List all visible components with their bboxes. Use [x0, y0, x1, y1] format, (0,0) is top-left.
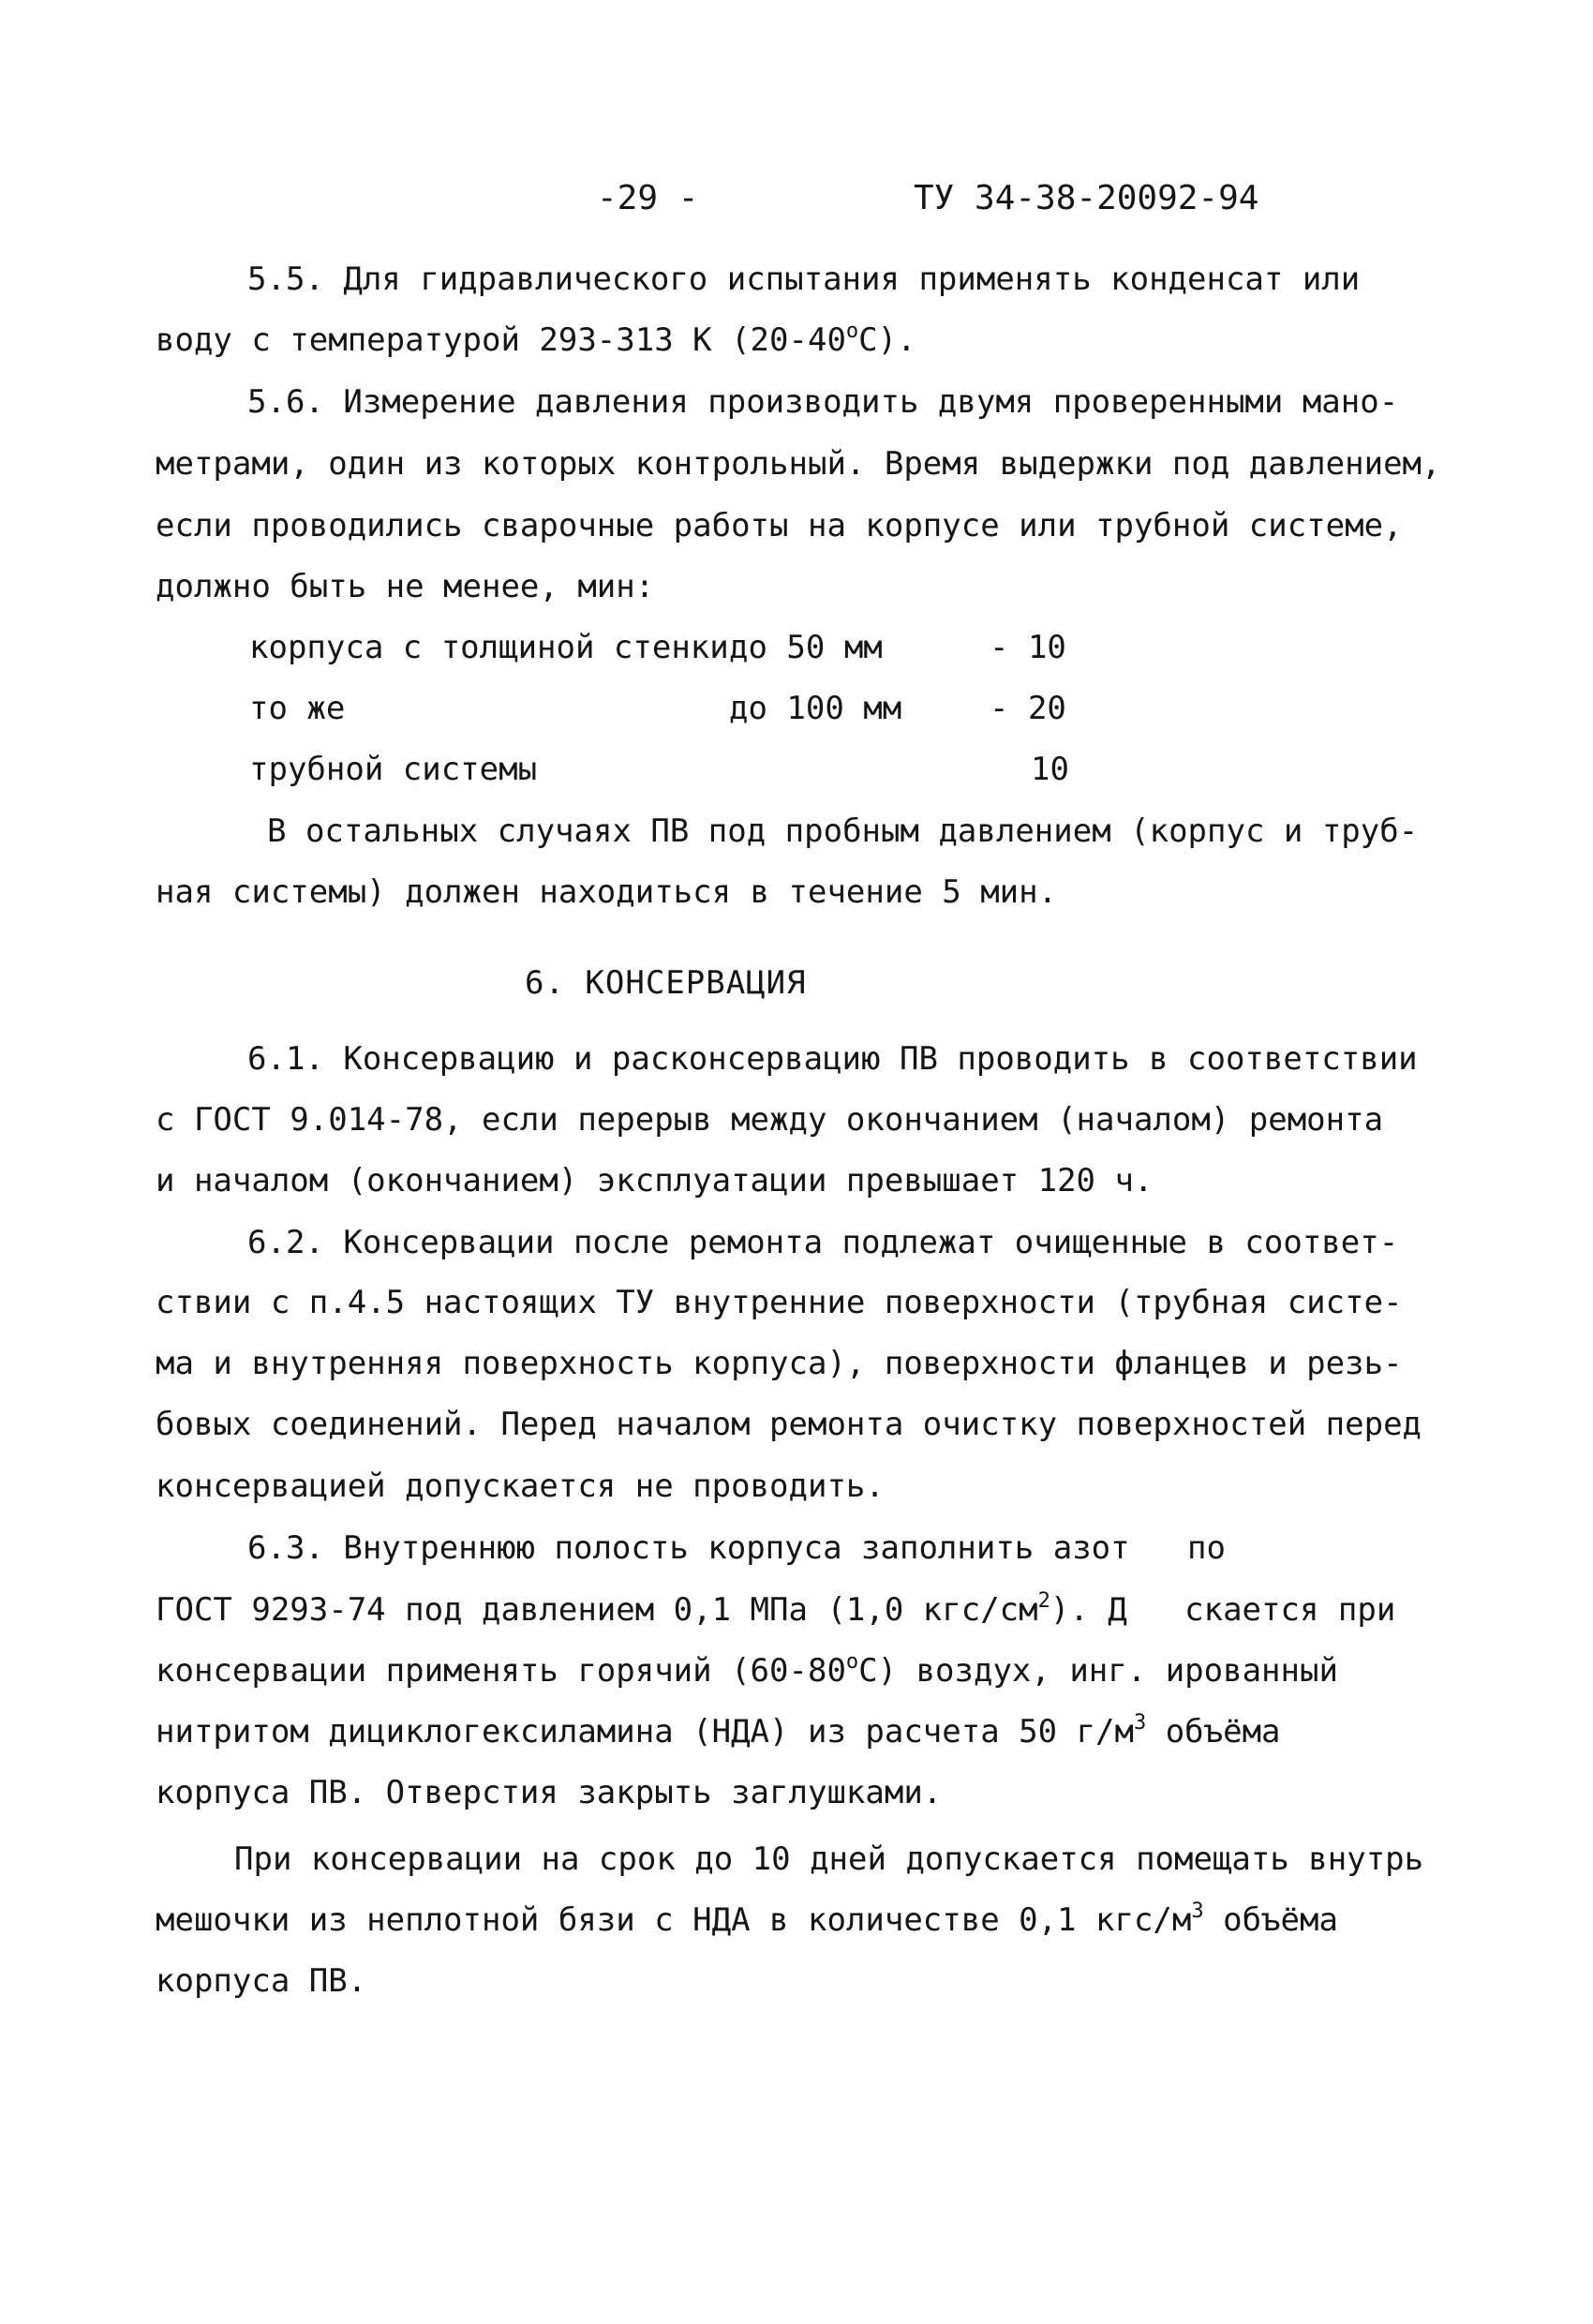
hold-time-item-minutes: 10 [1031, 751, 1069, 788]
paragraph-5-5-line-1: 5.5. Для гидравлического испытания применять конденсат или [247, 261, 1361, 298]
hold-time-item-limit: до 100 мм [729, 690, 902, 727]
paragraph-5-6-line-2: метрами, один из которых контрольный. Время выдержки под давлением, [156, 445, 1441, 483]
hold-time-item-label: то же [249, 690, 346, 727]
paragraph-6-2-line-4: бовых соединений. Перед началом ремонта очистку поверхностей перед [156, 1406, 1422, 1443]
hold-time-item-label: трубной системы [249, 751, 538, 788]
document-code: ТУ 34-38-20092-94 [914, 179, 1259, 217]
section-title: 6. КОНСЕРВАЦИЯ [525, 964, 807, 1002]
paragraph-short-term-line-1: При консервации на срок до 10 дней допускается помещать внутрь [234, 1840, 1424, 1878]
hold-time-item-minutes: - 20 [990, 690, 1066, 727]
paragraph-short-term-line-2: мешочки из неплотной бязи с НДА в количестве 0,1 кгс/$м^3$ объёма [156, 1899, 1338, 1939]
paragraph-6-1-line-1: 6.1. Консервацию и расконсервацию ПВ проводить в соответствии [247, 1040, 1418, 1078]
paragraph-6-2-line-1: 6.2. Консервации после ремонта подлежат очищенные в соответ- [247, 1224, 1399, 1261]
paragraph-5-5-line-2: воду с температурой 293-313 К (20-40$^o$С). [156, 320, 916, 359]
paragraph-other-cases-line-1: В остальных случаях ПВ под пробным давлением (корпус и труб- [267, 812, 1419, 850]
paragraph-5-6-line-4: должно быть не менее, мин: [156, 568, 655, 605]
hold-time-item-minutes: - 10 [990, 629, 1066, 666]
paragraph-other-cases-line-2: ная системы) должен находиться в течение 5 мин. [156, 873, 1058, 911]
paragraph-short-term-line-3: корпуса ПВ. [156, 1962, 367, 2000]
paragraph-6-3-line-2: ГОСТ 9293-74 под давлением 0,1 МПа (1,0 кгс/$см^2$). Д скается при [156, 1589, 1396, 1629]
paragraph-6-3-line-4: нитритом дициклогексиламина (НДА) из расчета 50 $г/м^3$ объёма [156, 1711, 1281, 1750]
paragraph-6-3-line-3: консервации применять горячий (60-80$^o$С) воздух, инг. ированный [156, 1650, 1338, 1690]
paragraph-6-1-line-3: и началом (окончанием) эксплуатации превышает 120 ч. [156, 1162, 1154, 1199]
page-number: -29 - [597, 179, 699, 217]
hold-time-item-limit: до 50 мм [729, 629, 883, 666]
paragraph-5-6-line-1: 5.6. Измерение давления производить двумя проверенными мано- [247, 383, 1399, 421]
hold-time-item-label: корпуса с толщиной стенки [249, 629, 729, 666]
paragraph-6-2-line-2: ствии с п.4.5 настоящих ТУ внутренние поверхности (трубная систе- [156, 1284, 1403, 1321]
paragraph-6-3-line-5: корпуса ПВ. Отверстия закрыть заглушками. [156, 1774, 943, 1811]
paragraph-6-3-line-1: 6.3. Внутреннюю полость корпуса заполнить азот по [247, 1529, 1226, 1567]
paragraph-6-2-line-5: консервацией допускается не проводить. [156, 1467, 885, 1505]
paragraph-5-6-line-3: если проводились сварочные работы на корпусе или трубной системе, [156, 507, 1403, 544]
paragraph-6-1-line-2: с ГОСТ 9.014-78, если перерыв между окончанием (началом) ремонта [156, 1101, 1384, 1139]
paragraph-6-2-line-3: ма и внутренняя поверхность корпуса), поверхности фланцев и резь- [156, 1345, 1403, 1382]
